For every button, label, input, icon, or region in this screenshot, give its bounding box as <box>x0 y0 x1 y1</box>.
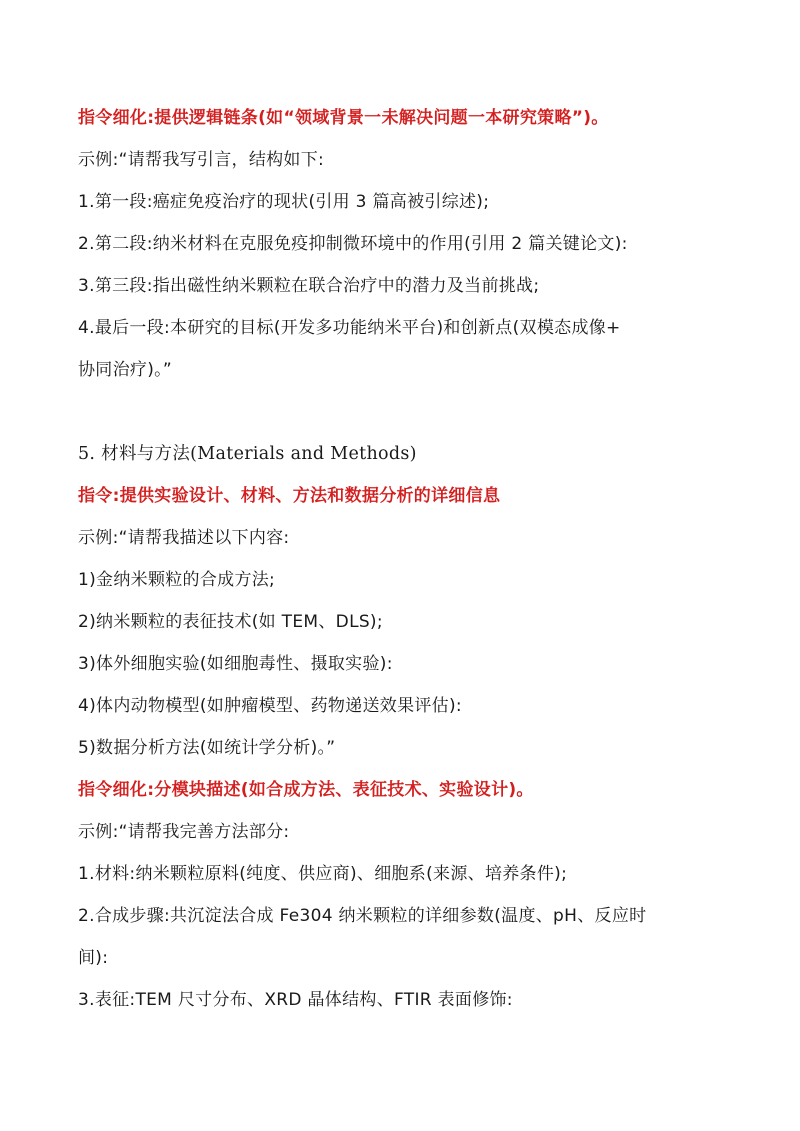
methods-item-3: 3)体外细胞实验(如细胞毒性、摄取实验): <box>78 654 393 674</box>
methods-detail-2-cont: 间): <box>78 948 109 968</box>
methods-detail-3: 3.表征:TEM 尺寸分布、XRD 晶体结构、FTIR 表面修饰: <box>78 990 513 1010</box>
intro-item-4: 4.最后一段:本研究的目标(开发多功能纳米平台)和创新点(双模态成像+ <box>78 318 621 338</box>
methods-heading: 5. 材料与方法(Materials and Methods) <box>78 444 417 464</box>
methods-item-2: 2)纳米颗粒的表征技术(如 TEM、DLS); <box>78 612 383 632</box>
methods-detail-1: 1.材料:纳米颗粒原料(纯度、供应商)、细胞系(来源、培养条件); <box>78 864 568 884</box>
intro-refine-instruction: 指令细化:提供逻辑链条(如“领域背景一未解决问题一本研究策略”)。 <box>78 108 609 128</box>
intro-example-intro: 示例:“请帮我写引言，结构如下: <box>78 150 325 170</box>
methods-item-5: 5)数据分析方法(如统计学分析)。” <box>78 738 336 758</box>
intro-item-1: 1.第一段:癌症免疫治疗的现状(引用 3 篇高被引综述); <box>78 192 490 212</box>
methods-example-intro: 示例:“请帮我描述以下内容: <box>78 528 290 548</box>
intro-item-3: 3.第三段:指出磁性纳米颗粒在联合治疗中的潜力及当前挑战; <box>78 276 540 296</box>
methods-item-1: 1)金纳米颗粒的合成方法; <box>78 570 276 590</box>
methods-example2-intro: 示例:“请帮我完善方法部分: <box>78 822 290 842</box>
methods-refine-instruction: 指令细化:分模块描述(如合成方法、表征技术、实验设计)。 <box>78 780 534 800</box>
methods-item-4: 4)体内动物模型(如肿瘤模型、药物递送效果评估): <box>78 696 462 716</box>
methods-instruction: 指令:提供实验设计、材料、方法和数据分析的详细信息 <box>78 486 501 506</box>
intro-item-4-cont: 协同治疗)。” <box>78 360 173 380</box>
methods-detail-2: 2.合成步骤:共沉淀法合成 Fe304 纳米颗粒的详细参数(温度、pH、反应时 <box>78 906 647 926</box>
intro-item-2: 2.第二段:纳米材料在克服免疫抑制微环境中的作用(引用 2 篇关键论文): <box>78 234 628 254</box>
